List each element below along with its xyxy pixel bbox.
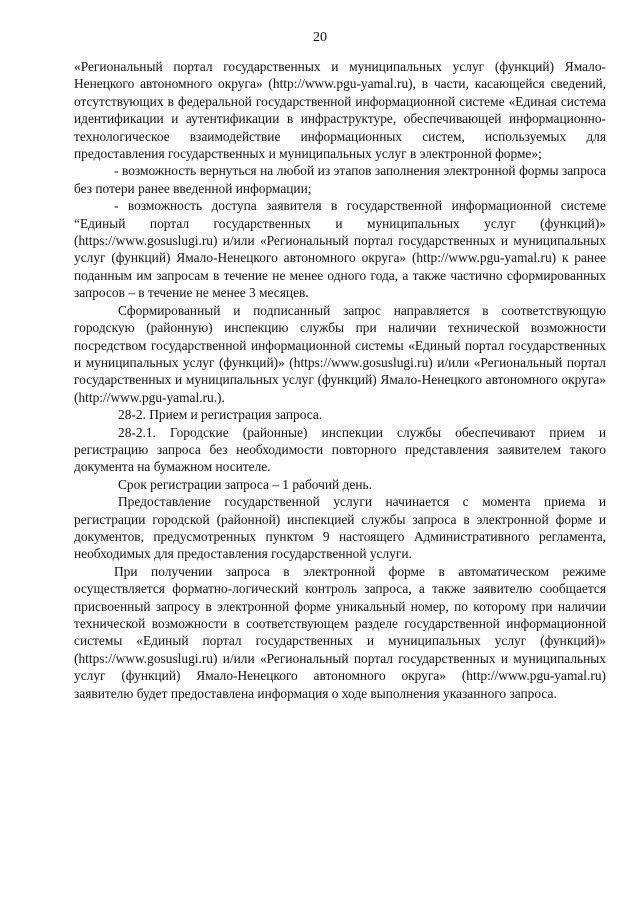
document-body — [74, 58, 606, 702]
paragraph-service-start: Предоставление государственной услуги начинается с момента приема и регистрации городской (районной) инспекцией службы запроса в электронной форме и документов, предусмотренных пунктом 9 настоящего Административного регламента, необходимых для предоставления государственной услуги. — [74, 494, 606, 562]
paragraph-28-2-1: 28-2.1. Городские (районные) инспекции службы обеспечивают прием и регистрацию запроса без необходимости повторного представления заявителем такого документа на бумажном носителе. — [74, 424, 606, 475]
paragraph-access-option: - возможность доступа заявителя в государственной информационной системе “Единый портал государственных и муниципальных услуг (функций)» (https://www.gosuslugi.ru) и/или «Региональный портал государственных и муниципальных услуг (функций) Ямало-Ненецкого автономного округа» (http://www.pgu-yamal.ru) к ранее поданным им запросам в течение не менее одного года, а также частично сформированных запросов – в течение не менее 3 месяцев. — [74, 198, 606, 301]
paragraph-return-option: - возможность вернуться на любой из этапов заполнения электронной формы запроса без потери ранее введенной информации; — [74, 163, 606, 196]
page-number: 20 — [313, 30, 327, 45]
paragraph-request-submission: Сформированный и подписанный запрос направляется в соответствующую городскую (районную) инспекцию службы при наличии технической возможности посредством государственной информационной системы «Единый портал государственных и муниципальных услуг (функций)» (https://www.gosuslugi.ru) и/или «Региональный портал государственных и муниципальных услуг (функций) Ямало-Ненецкого автономного округа» (http://www.pgu-yamal.ru.). — [74, 302, 606, 405]
paragraph-portal-continuation: «Региональный портал государственных и муниципальных услуг (функций) Ямало-Ненецкого автономного округа» (http://www.pgu-yamal.ru), в части, касающейся сведений, отсутствующих в федеральной государственной информационной системе «Единая система идентификации и аутентификации в инфраструктуре, обеспечивающей информационно-технологическое взаимодействие информационных систем, используемых для предоставления государственных и муниципальных услуг в электронной форме»; — [74, 59, 606, 162]
paragraph-format-control: При получении запроса в электронной форме в автоматическом режиме осуществляется форматно-логический контроль запроса, а также заявителю сообщается присвоенный запросу в электронной форме уникальный номер, по которому при наличии технической возможности в соответствующем разделе государственной информационной системы «Единый портал государственных и муниципальных услуг (функций)» (https://www.gosuslugi.ru) и/или «Региональный портал государственных и муниципальных услуг (функций) Ямало-Ненецкого автономного округа» (http://www.pgu-yamal.ru) заявителю будет предоставлена информация о ходе выполнения указанного запроса. — [74, 563, 606, 701]
section-heading-28-2: 28-2. Прием и регистрация запроса. — [118, 407, 323, 423]
paragraph-registration-term: Срок регистрации запроса – 1 рабочий день. — [118, 476, 372, 492]
